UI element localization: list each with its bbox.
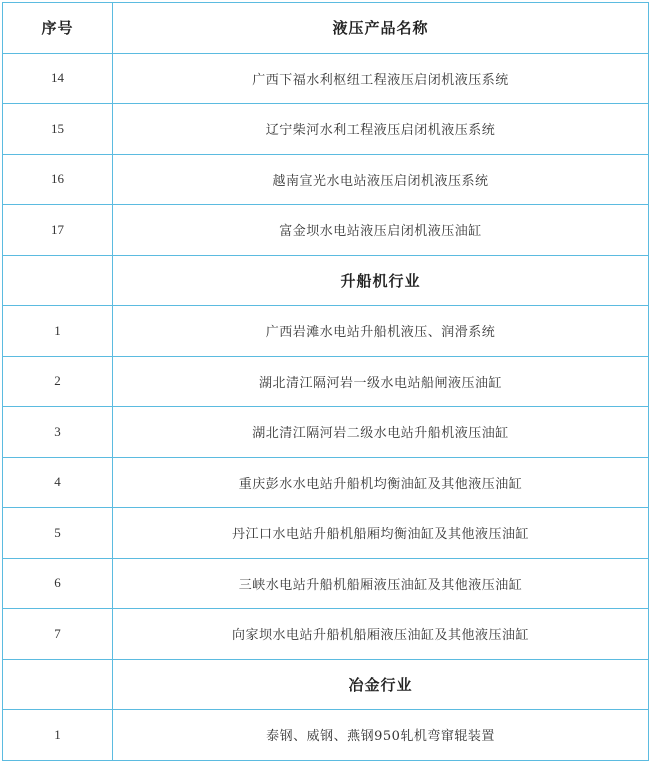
section-title: 升船机行业 xyxy=(113,255,649,306)
product-table xyxy=(2,2,649,761)
section-index-cell xyxy=(3,255,113,306)
row-index: 14 xyxy=(3,53,113,104)
section-index-cell xyxy=(3,659,113,710)
table-row xyxy=(3,306,649,357)
row-index: 17 xyxy=(3,205,113,256)
row-product-name: 湖北清江隔河岩二级水电站升船机液压油缸 xyxy=(113,407,649,458)
row-product-name: 泰钢、威钢、燕钢950轧机弯窜辊装置 xyxy=(113,710,649,761)
table-row xyxy=(3,205,649,256)
row-product-name: 富金坝水电站液压启闭机液压油缸 xyxy=(113,205,649,256)
row-index: 16 xyxy=(3,154,113,205)
row-index: 1 xyxy=(3,710,113,761)
row-product-name: 向家坝水电站升船机船厢液压油缸及其他液压油缸 xyxy=(113,609,649,660)
table-row xyxy=(3,104,649,155)
table-row xyxy=(3,356,649,407)
row-index: 5 xyxy=(3,508,113,559)
row-product-name: 丹江口水电站升船机船厢均衡油缸及其他液压油缸 xyxy=(113,508,649,559)
row-index: 7 xyxy=(3,609,113,660)
section-row xyxy=(3,255,649,306)
header-name: 液压产品名称 xyxy=(113,3,649,54)
table-header-row xyxy=(3,3,649,54)
row-index: 6 xyxy=(3,558,113,609)
row-product-name: 广西岩滩水电站升船机液压、润滑系统 xyxy=(113,306,649,357)
row-product-name: 辽宁柴河水利工程液压启闭机液压系统 xyxy=(113,104,649,155)
header-index: 序号 xyxy=(3,3,113,54)
product-table-body xyxy=(3,3,649,761)
table-row xyxy=(3,508,649,559)
table-row xyxy=(3,457,649,508)
table-row xyxy=(3,407,649,458)
section-row xyxy=(3,659,649,710)
row-product-name: 重庆彭水水电站升船机均衡油缸及其他液压油缸 xyxy=(113,457,649,508)
table-row xyxy=(3,558,649,609)
row-index: 3 xyxy=(3,407,113,458)
row-index: 2 xyxy=(3,356,113,407)
row-index: 15 xyxy=(3,104,113,155)
row-product-name: 广西下福水利枢纽工程液压启闭机液压系统 xyxy=(113,53,649,104)
row-product-name: 湖北清江隔河岩一级水电站船闸液压油缸 xyxy=(113,356,649,407)
table-row xyxy=(3,710,649,761)
table-row xyxy=(3,609,649,660)
section-title: 冶金行业 xyxy=(113,659,649,710)
table-row xyxy=(3,53,649,104)
row-product-name: 三峡水电站升船机船厢液压油缸及其他液压油缸 xyxy=(113,558,649,609)
row-index: 1 xyxy=(3,306,113,357)
row-product-name: 越南宣光水电站液压启闭机液压系统 xyxy=(113,154,649,205)
row-index: 4 xyxy=(3,457,113,508)
table-row xyxy=(3,154,649,205)
